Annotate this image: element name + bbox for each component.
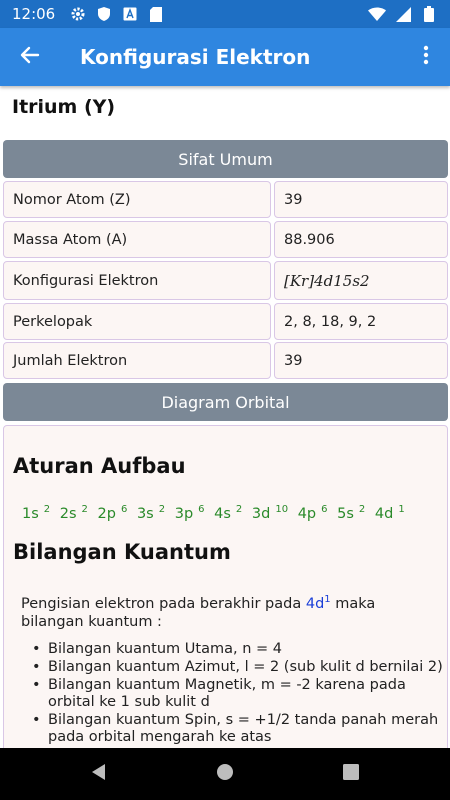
nav-back-button[interactable] (36, 748, 162, 800)
property-label: Massa Atom (A) (3, 221, 271, 258)
list-item: • Bilangan kuantum Magnetik, m = -2 karena pada orbital ke 1 sub kulit d (48, 677, 443, 711)
aufbau-sequence (22, 504, 410, 522)
config-part-1: [Kr]4d (284, 271, 334, 290)
nav-back-icon (90, 763, 108, 785)
font-a-icon (121, 6, 139, 22)
quantum-intro: Pengisian elektron pada berakhir pada $4d^1$ maka bilangan kuantum : (21, 594, 376, 630)
aufbau-term: 2p $^6$ (97, 504, 128, 522)
aufbau-term: 2s $^2$ (59, 504, 88, 522)
orbital-panel (3, 425, 448, 748)
config-sup-1: 1 (333, 271, 343, 290)
heading-bilangan-kuantum: Bilangan Kuantum (13, 540, 231, 564)
list-item: • Bilangan kuantum Utama, n = 4 (48, 641, 443, 658)
nav-home-button[interactable] (162, 748, 288, 800)
wifi-icon (368, 6, 386, 22)
property-value: 39 (274, 342, 448, 379)
aufbau-term: 3d $^{10}$ (251, 504, 289, 522)
overflow-menu-button[interactable] (402, 28, 450, 86)
nav-recents-button[interactable] (288, 748, 414, 800)
aufbau-term: 1s $^2$ (22, 504, 51, 522)
back-button[interactable] (2, 28, 58, 86)
app-bar-title: Konfigurasi Elektron (80, 45, 311, 69)
app-bar (0, 28, 450, 86)
nav-home-icon (216, 763, 234, 785)
system-nav-bar (0, 748, 450, 800)
section-header-diagram-orbital: Diagram Orbital (3, 383, 448, 421)
property-label: Jumlah Elektron (3, 342, 271, 379)
config-part-2: 5s (342, 271, 361, 290)
signal-icon (394, 6, 412, 22)
property-label: Perkelopak (3, 303, 271, 340)
nav-recents-icon (343, 764, 359, 784)
status-time: 12:06 (12, 5, 56, 23)
config-sup-2: 2 (360, 271, 370, 290)
aufbau-term: 4p $^6$ (297, 504, 328, 522)
arrow-left-icon (20, 45, 40, 69)
property-label: Konfigurasi Elektron (3, 261, 271, 300)
list-item: • Bilangan kuantum Spin, s = +1/2 tanda panah merah pada orbital mengarah ke atas (48, 712, 443, 746)
property-value: 39 (274, 181, 448, 218)
property-label: Nomor Atom (Z) (3, 181, 271, 218)
section-header-sifat-umum: Sifat Umum (3, 140, 448, 178)
sd-card-icon (147, 6, 165, 22)
element-title: Itrium (Y) (12, 96, 116, 118)
last-orbital-link: $4d^1$ (305, 594, 331, 612)
shield-icon (95, 6, 113, 22)
heading-aturan-aufbau: Aturan Aufbau (13, 454, 186, 478)
quantum-number-list (48, 641, 443, 747)
property-value: 2, 8, 18, 9, 2 (274, 303, 448, 340)
aufbau-term: 4s $^2$ (214, 504, 243, 522)
aufbau-term: 4d $^1$ (374, 504, 405, 522)
status-bar (0, 0, 450, 28)
aufbau-term: 3p $^6$ (174, 504, 205, 522)
aufbau-term: 5s $^2$ (337, 504, 366, 522)
more-vert-icon (423, 45, 429, 69)
list-item: • Bilangan kuantum Azimut, l = 2 (sub kulit d bernilai 2) (48, 659, 443, 676)
gear-icon (69, 6, 87, 22)
battery-icon (420, 6, 438, 22)
aufbau-term: 3s $^2$ (136, 504, 166, 522)
property-value: 88.906 (274, 221, 448, 258)
property-value-configuration (274, 261, 448, 300)
content-area[interactable] (0, 86, 450, 748)
